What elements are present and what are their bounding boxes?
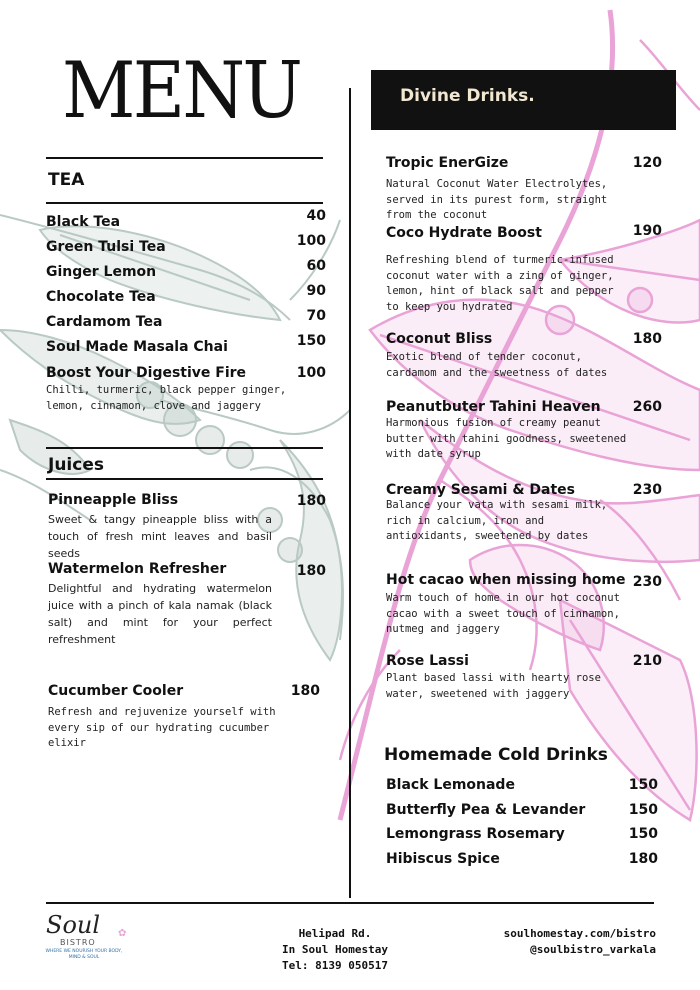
tea-item-description: Chilli, turmeric, black pepper ginger, lemon, cinnamon, clove and jaggery	[46, 384, 287, 412]
cold-item-name: Lemongrass Rosemary	[386, 826, 565, 842]
cold-item-name: Hibiscus Spice	[386, 851, 500, 867]
drink-item-price: 260	[632, 399, 662, 415]
drink-item-name: Coconut Bliss	[386, 331, 493, 347]
cold-item-price: 150	[628, 826, 658, 842]
tea-item-price: 100	[296, 365, 326, 381]
juice-item-description: Refresh and rejuvenize yourself with every sip of our hydrating cucumber elixir	[48, 706, 276, 749]
tea-item-name: Cardamom Tea	[46, 314, 163, 330]
juice-item-price: 180	[296, 563, 326, 579]
cold-item-name: Butterfly Pea & Levander	[386, 802, 586, 818]
drink-item-description: Exotic blend of tender coconut, cardamom and the sweetness of dates	[386, 351, 608, 379]
tea-item-price: 100	[296, 233, 326, 249]
soul-bistro-logo	[44, 912, 134, 974]
tea-item-name: Black Tea	[46, 214, 121, 230]
logo-subtitle: BISTRO	[60, 938, 96, 947]
drink-item-price: 230	[632, 482, 662, 498]
divine-drinks-heading: Divine Drinks.	[400, 86, 535, 106]
tea-item-price: 70	[306, 308, 326, 324]
drink-item-description: Refreshing blend of turmeric-infused coconut water with a zing of ginger, lemon, hint of black salt and pepper to keep you hydrated	[386, 254, 614, 313]
juice-item-name: Watermelon Refresher	[48, 561, 227, 577]
cold-item-price: 180	[628, 851, 658, 867]
drink-item-name: Peanutbuter Tahini Heaven	[386, 399, 601, 415]
tea-item-name: Ginger Lemon	[46, 264, 157, 280]
tea-item-name: Chocolate Tea	[46, 289, 156, 305]
column-divider	[349, 88, 351, 898]
phone-number: Tel: 8139 050517	[282, 959, 388, 972]
juices-top-rule	[46, 447, 323, 449]
footer-rule	[46, 902, 654, 904]
cold-drinks-heading: Homemade Cold Drinks	[384, 745, 608, 765]
juices-heading: Juices	[48, 455, 104, 475]
drink-item-description: Balance your vata with sesami milk, rich in calcium, iron and antioxidants, sweetened by dates	[386, 499, 608, 542]
tea-item-price: 150	[296, 333, 326, 349]
logo-tagline: WHERE WE NOURISH YOUR BODY, MIND & SOUL	[45, 949, 123, 960]
tea-bottom-rule	[46, 202, 323, 204]
drink-item-name: Creamy Sesami & Dates	[386, 482, 575, 498]
logo-script: Soul	[46, 911, 101, 939]
tea-item-name: Green Tulsi Tea	[46, 239, 166, 255]
flower-icon: ✿	[118, 928, 127, 939]
page-title: MENU	[62, 46, 301, 136]
drink-item-name: Rose Lassi	[386, 653, 469, 669]
tea-item-price: 90	[306, 283, 326, 299]
cold-item-name: Black Lemonade	[386, 777, 515, 793]
juice-item-name: Cucumber Cooler	[48, 683, 184, 699]
tea-item-name: Boost Your Digestive Fire	[46, 365, 247, 381]
drink-item-price: 120	[632, 155, 662, 171]
social-handle[interactable]: @soulbistro_varkala	[530, 943, 656, 956]
drink-item-price: 210	[632, 653, 662, 669]
footer-contact	[470, 926, 656, 958]
drink-item-price: 190	[632, 223, 662, 239]
juice-item-price: 180	[290, 683, 320, 699]
drink-item-name: Hot cacao when missing home	[386, 572, 626, 588]
drink-item-price: 230	[632, 574, 662, 590]
drink-item-description: Plant based lassi with hearty rose water, sweetened with jaggery	[386, 672, 601, 700]
footer-address	[270, 926, 400, 974]
tea-item-name: Soul Made Masala Chai	[46, 339, 228, 355]
drink-item-price: 180	[632, 331, 662, 347]
drink-item-name: Tropic EnerGize	[386, 155, 509, 171]
tea-heading: TEA	[48, 170, 85, 190]
tea-item-price: 60	[306, 258, 326, 274]
cold-item-price: 150	[628, 777, 658, 793]
juice-item-description: Sweet & tangy pineapple bliss with a touch of fresh mint leaves and basil seeds	[48, 513, 272, 560]
juices-bottom-rule	[46, 478, 323, 480]
juice-item-description: Delightful and hydrating watermelon juice with a pinch of kala namak (black salt) and mint for your perfect refreshment	[48, 582, 272, 646]
address-line: In Soul Homestay	[282, 943, 388, 956]
drink-item-name: Coco Hydrate Boost	[386, 225, 542, 241]
tea-item-price: 40	[306, 208, 326, 224]
drink-item-description: Warm touch of home in our hot coconut cacao with a sweet touch of cinnamon, nutmeg and jaggery	[386, 592, 620, 635]
address-line: Helipad Rd.	[298, 927, 372, 940]
drink-item-description: Harmonious fusion of creamy peanut butter with tahini goodness, sweetened with date syrup	[386, 417, 627, 460]
juice-item-name: Pinneapple Bliss	[48, 492, 179, 508]
juice-item-price: 180	[296, 493, 326, 509]
cold-item-price: 150	[628, 802, 658, 818]
website-link[interactable]: soulhomestay.com/bistro	[503, 927, 656, 940]
tea-top-rule	[46, 157, 323, 159]
drink-item-description: Natural Coconut Water Electrolytes, served in its purest form, straight from the coconut	[386, 178, 608, 221]
